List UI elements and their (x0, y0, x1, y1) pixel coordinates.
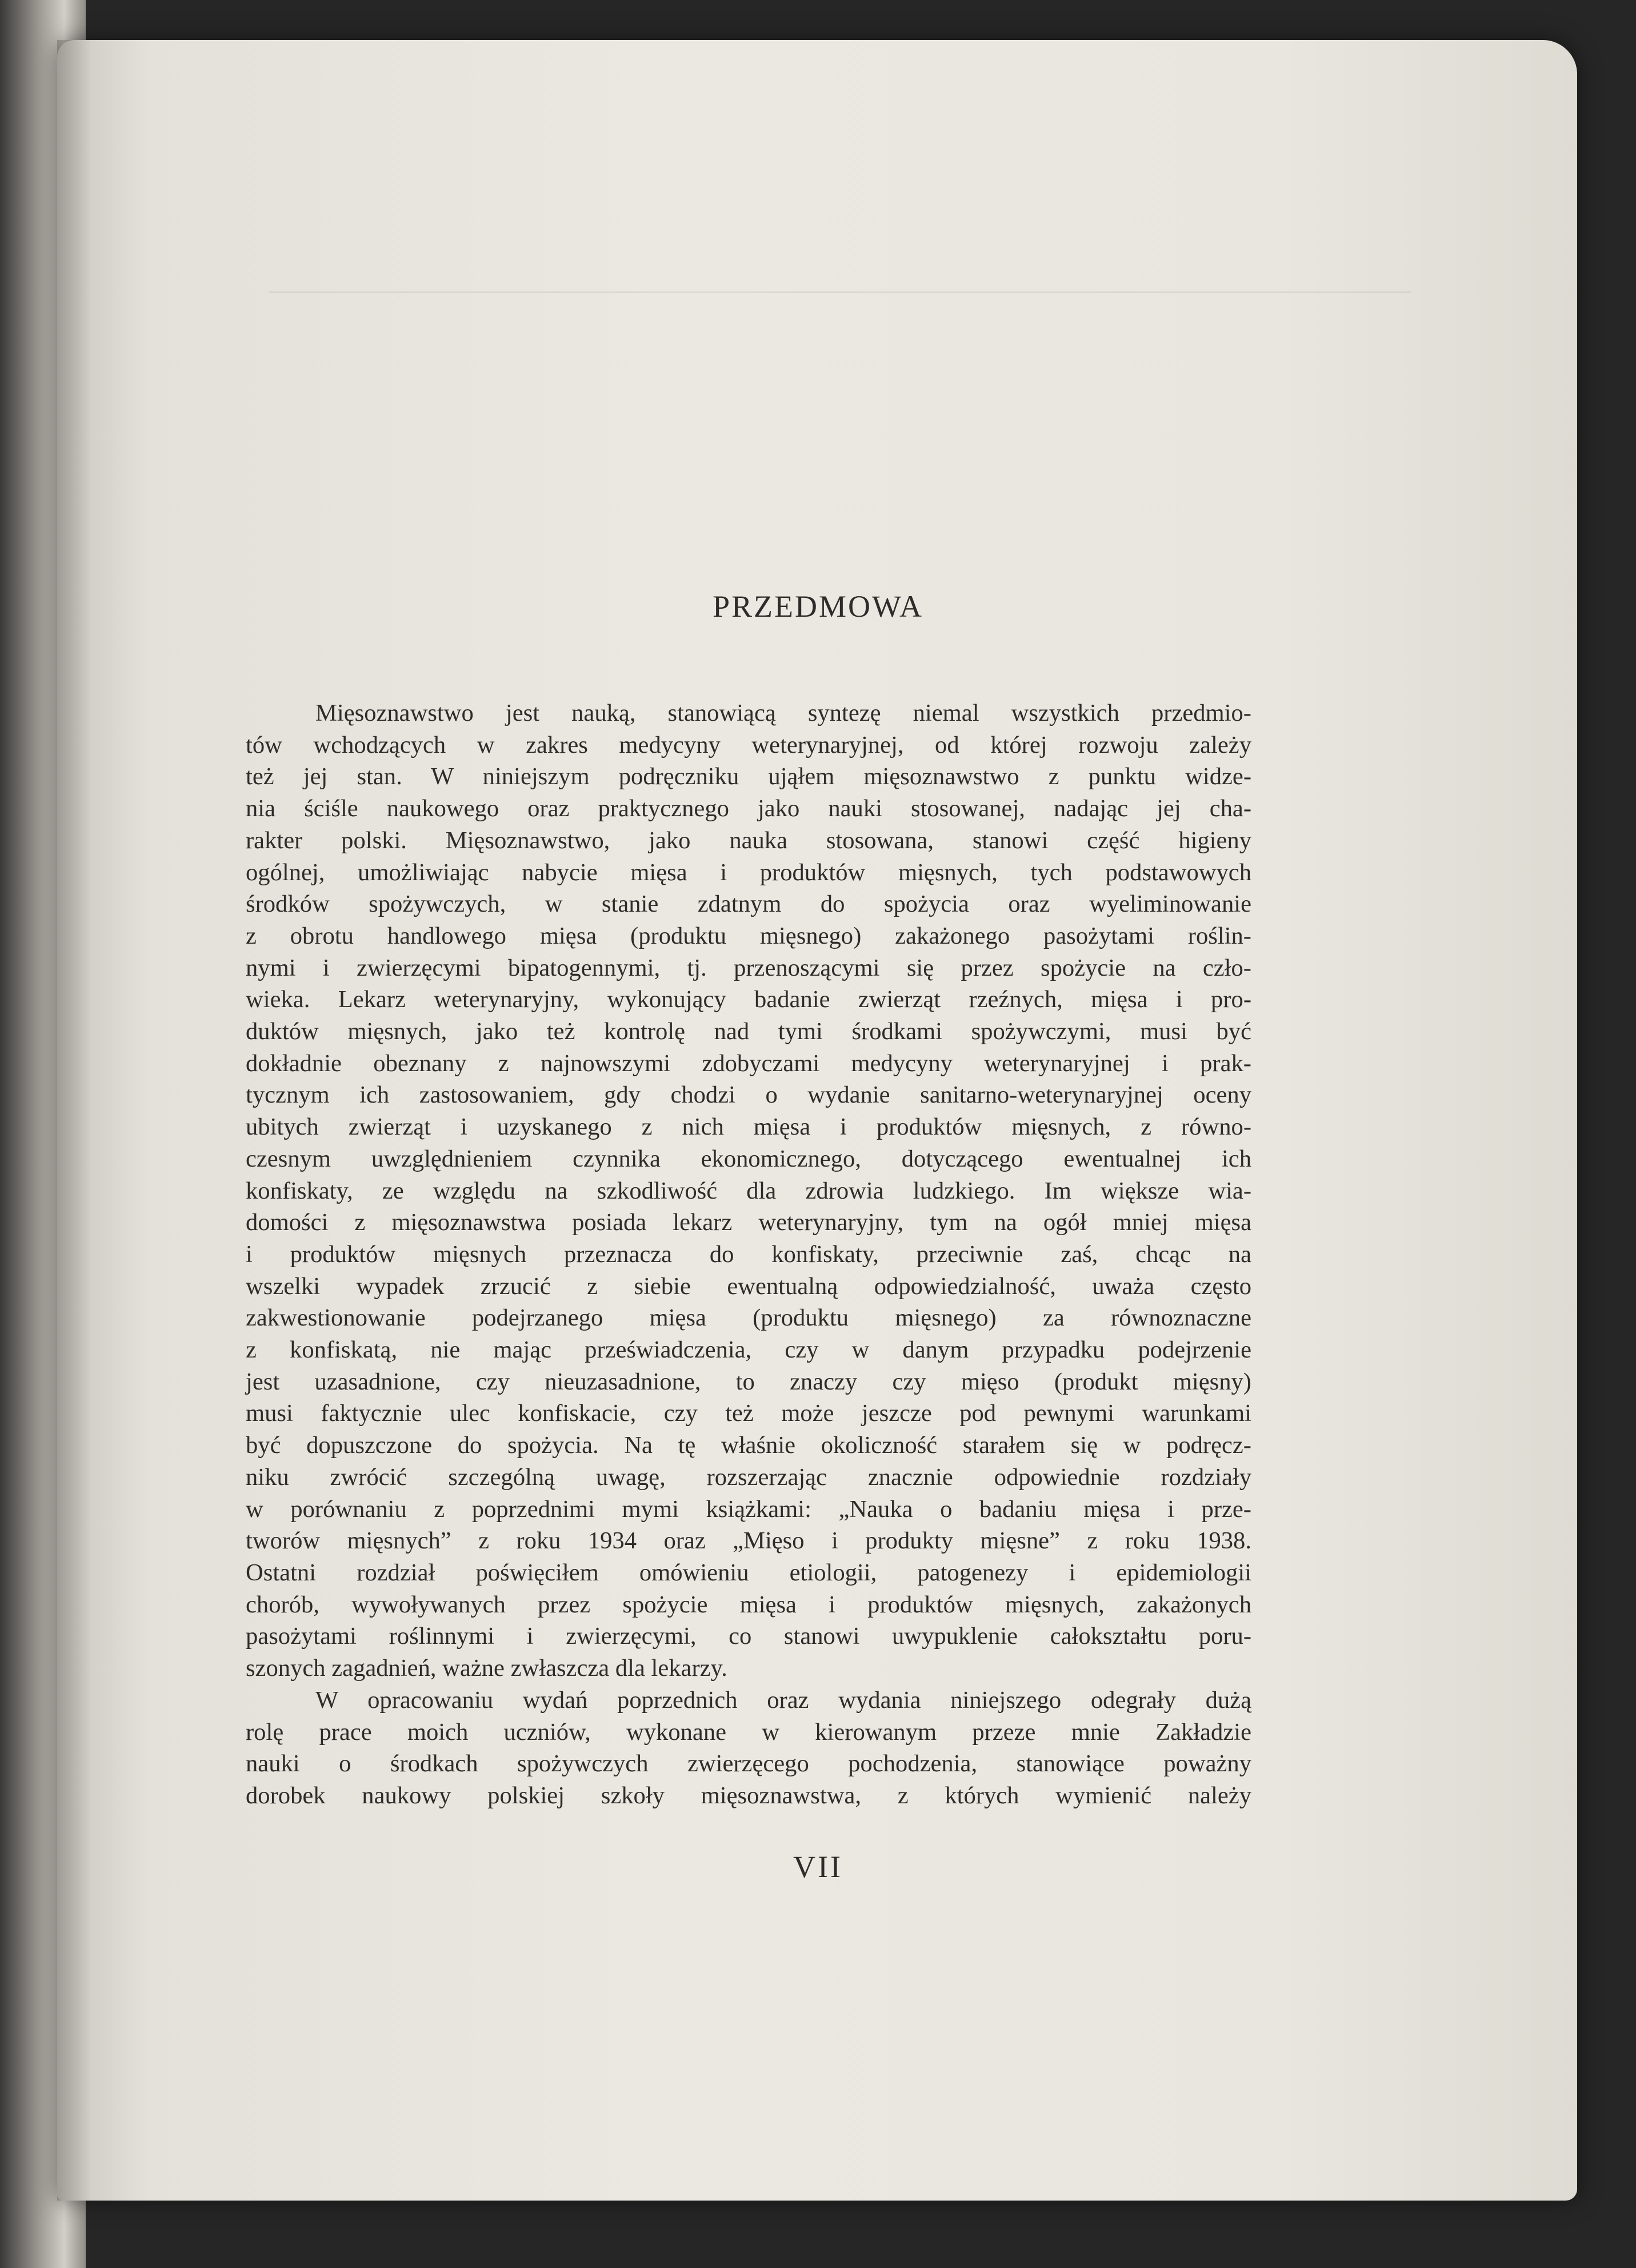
text-line: dorobek naukowy polskiej szkoły mięsoznawstwa, z których wymienić należy (246, 1782, 1251, 1809)
text-line: szonych zagadnień, ważne zwłaszcza dla lekarzy. (246, 1655, 727, 1682)
text-line: z konfiskatą, nie mając przeświadczenia, czy w danym przypadku podejrzenie (246, 1336, 1251, 1364)
text-line: konfiskaty, ze względu na szkodliwość dla zdrowia ludzkiego. Im większe wia- (246, 1177, 1251, 1204)
text-line: z obrotu handlowego mięsa (produktu mięsnego) zakażonego pasożytami roślin- (246, 922, 1251, 949)
page-title: PRZEDMOWA (712, 589, 923, 624)
text-line: nia ściśle naukowego oraz praktycznego jako nauki stosowanej, nadając jej cha- (246, 795, 1251, 822)
text-line: środków spożywczych, w stanie zdatnym do spożycia oraz wyeliminowanie (246, 891, 1251, 918)
text-line: dokładnie obeznany z najnowszymi zdobyczami medycyny weterynaryjnej i prak- (246, 1049, 1251, 1077)
text-line: i produktów mięsnych przeznacza do konfiskaty, przeciwnie zaś, chcąc na (246, 1240, 1251, 1268)
text-line: czesnym uwzględnieniem czynnika ekonomicznego, dotyczącego ewentualnej ich (246, 1145, 1251, 1172)
text-line: rolę prace moich uczniów, wykonane w kierowanym przeze mnie Zakładzie (246, 1718, 1251, 1746)
show-through-line (269, 292, 1411, 293)
text-line: jest uzasadnione, czy nieuzasadnione, to znaczy czy mięso (produkt mięsny) (246, 1368, 1251, 1395)
text-line: wszelki wypadek zrzucić z siebie ewentualną odpowiedzialność, uważa często (246, 1272, 1251, 1300)
text-line: zakwestionowanie podejrzanego mięsa (produktu mięsnego) za równoznaczne (246, 1304, 1251, 1332)
text-line: nauki o środkach spożywczych zwierzęcego pochodzenia, stanowiące poważny (246, 1750, 1251, 1778)
text-line: być dopuszczone do spożycia. Na tę właśnie okoliczność starałem się w podręcz- (246, 1432, 1251, 1459)
text-line: tów wchodzących w zakres medycyny weterynaryjnej, od której rozwoju zależy (246, 731, 1251, 758)
text-line: domości z mięsoznawstwa posiada lekarz weterynaryjny, tym na ogół mniej mięsa (246, 1209, 1251, 1236)
text-line: rakter polski. Mięsoznawstwo, jako nauka stosowana, stanowi część higieny (246, 826, 1251, 854)
text-line: nymi i zwierzęcymi bipatogennymi, tj. przenoszącymi się przez spożycie na czło- (246, 954, 1251, 981)
text-line: wieka. Lekarz weterynaryjny, wykonujący badanie zwierząt rzeźnych, mięsa i pro- (246, 986, 1251, 1013)
page-number: VII (793, 1850, 843, 1884)
text-line: niku zwrócić szczególną uwagę, rozszerzając znacznie odpowiednie rozdziały (246, 1463, 1251, 1491)
text-line: pasożytami roślinnymi i zwierzęcymi, co stanowi uwypuklenie całokształtu poru- (246, 1623, 1251, 1650)
text-line: ubitych zwierząt i uzyskanego z nich mięsa i produktów mięsnych, z równo- (246, 1113, 1251, 1141)
text-line: Mięsoznawstwo jest nauką, stanowiącą syntezę niemal wszystkich przedmio- (315, 700, 1251, 726)
text-line: musi faktycznie ulec konfiskacie, czy też może jeszcze pod pewnymi warunkami (246, 1400, 1251, 1427)
text-line: w porównaniu z poprzednimi mymi książkami: „Nauka o badaniu mięsa i prze- (246, 1495, 1251, 1523)
text-line: Ostatni rozdział poświęciłem omówieniu etiologii, patogenezy i epidemiologii (246, 1559, 1251, 1586)
text-line: ogólnej, umożliwiając nabycie mięsa i produktów mięsnych, tych podstawowych (246, 859, 1251, 886)
preface-body (246, 697, 1251, 1812)
text-line: W opracowaniu wydań poprzednich oraz wydania niniejszego odegrały dużą (315, 1686, 1251, 1714)
text-line: duktów mięsnych, jako też kontrolę nad tymi środkami spożywczymi, musi być (246, 1018, 1251, 1045)
text-line: tycznym ich zastosowaniem, gdy chodzi o wydanie sanitarno-weterynaryjnej oceny (246, 1081, 1251, 1109)
text-line: chorób, wywoływanych przez spożycie mięsa i produktów mięsnych, zakażonych (246, 1591, 1251, 1618)
text-line: też jej stan. W niniejszym podręczniku ująłem mięsoznawstwo z punktu widze- (246, 763, 1251, 790)
text-line: tworów mięsnych” z roku 1934 oraz „Mięso i produkty mięsne” z roku 1938. (246, 1527, 1251, 1555)
